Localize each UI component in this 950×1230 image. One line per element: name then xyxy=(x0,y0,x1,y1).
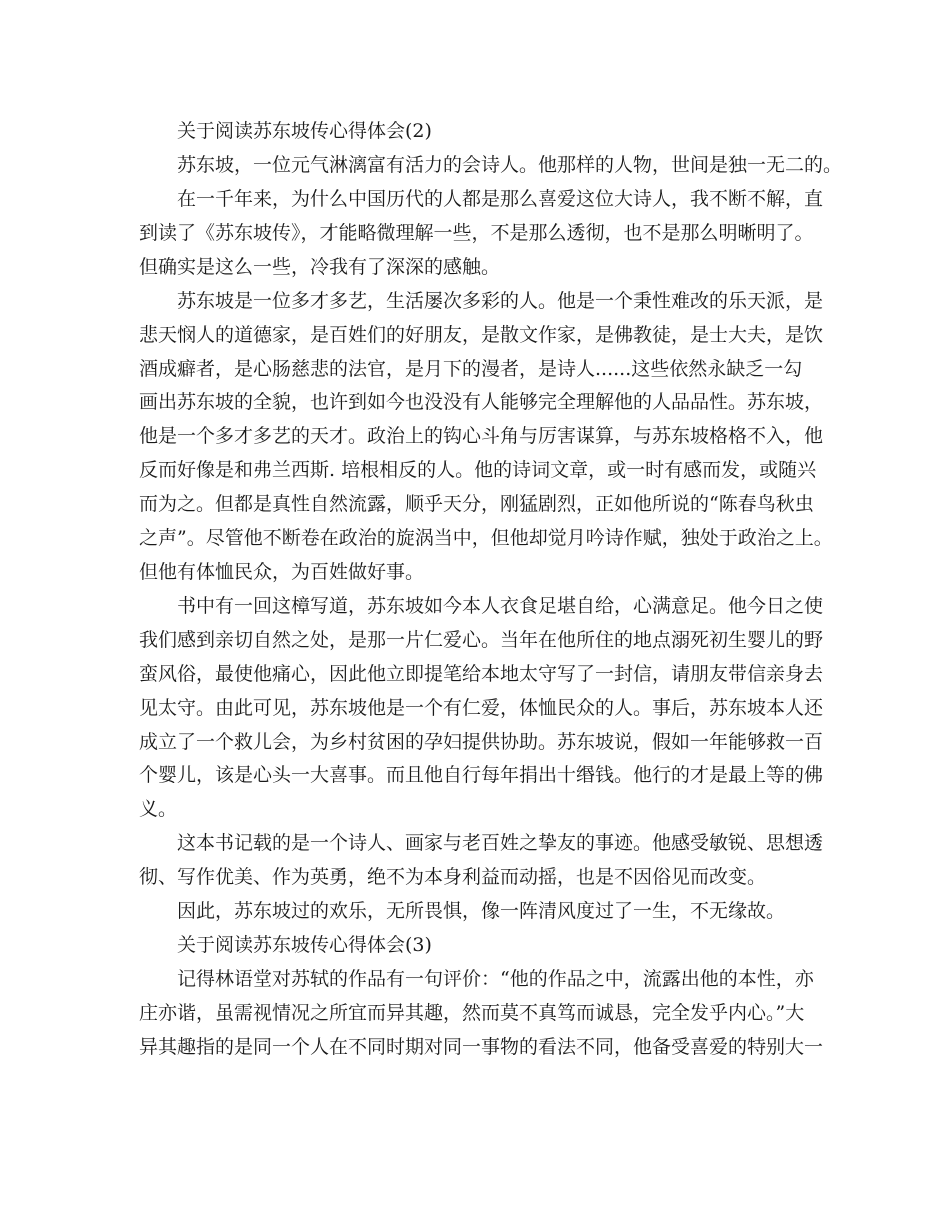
paragraph-line: 这本书记载的是一个诗人、画家与老百姓之挚友的事迹。他感受敏锐、思想透 xyxy=(177,832,824,854)
paragraph-line: 个婴儿，该是心头一大喜事。而且他自行每年捐出十缗钱。他行的才是最上等的佛 xyxy=(139,764,824,786)
paragraph-line: 记得林语堂对苏轼的作品有一句评价：“他的作品之中，流露出他的本性，亦 xyxy=(177,968,814,990)
section-heading-2: 关于阅读苏东坡传心得体会(2) xyxy=(177,120,432,142)
paragraph-line: 苏东坡是一位多才多艺，生活屡次多彩的人。他是一个秉性难改的乐天派，是 xyxy=(177,290,824,312)
paragraph-line: 因此，苏东坡过的欢乐，无所畏惧，像一阵清风度过了一生，不无缘故。 xyxy=(177,900,786,922)
paragraph-line: 但确实是这么一些，冷我有了深深的感触。 xyxy=(139,256,501,278)
paragraph-line: 悲天悯人的道德家，是百姓们的好朋友，是散文作家，是佛教徒，是士大夫，是饮 xyxy=(139,324,824,346)
paragraph-line: 他是一个多才多艺的天才。政治上的钩心斗角与厉害谋算，与苏东坡格格不入，他 xyxy=(139,425,824,447)
paragraph-line: 义。 xyxy=(139,798,178,820)
paragraph-line: 苏东坡，一位元气淋漓富有活力的会诗人。他那样的人物，世间是独一无二的。 xyxy=(177,154,843,176)
paragraph-line: 见太守。由此可见，苏东坡他是一个有仁爱，体恤民众的人。事后，苏东坡本人还 xyxy=(139,697,824,719)
paragraph-line: 庄亦谐，虽需视情况之所宜而异其趣，然而莫不真笃而诚恳，完全发乎内心。”大 xyxy=(139,1002,805,1024)
paragraph-line: 在一千年来，为什么中国历代的人都是那么喜爱这位大诗人，我不断不解，直 xyxy=(177,188,824,210)
paragraph-line: 书中有一回这樟写道，苏东坡如今本人衣食足堪自给，心满意足。他今日之使 xyxy=(177,595,824,617)
paragraph-line: 反而好像是和弗兰西斯. 培根相反的人。他的诗词文章，或一时有感而发，或随兴 xyxy=(139,459,817,481)
paragraph-line: 成立了一个救儿会，为乡村贫困的孕妇提供协助。苏东坡说，假如一年能够救一百 xyxy=(139,731,824,753)
paragraph-line: 酒成癖者，是心肠慈悲的法官，是月下的漫者，是诗人......这些依然永缺乏一勾 xyxy=(139,358,803,380)
paragraph-line: 彻、写作优美、作为英勇，绝不为本身利益而动摇，也是不因俗见而改变。 xyxy=(139,866,767,888)
paragraph-line: 之声”。尽管他不断卷在政治的旋涡当中，但他却觉月吟诗作赋，独处于政治之上。 xyxy=(139,527,833,549)
paragraph-line: 到读了《苏东坡传》，才能略微理解一些，不是那么透彻，也不是那么明晰明了。 xyxy=(139,222,814,244)
paragraph-line: 我们感到亲切自然之处，是那一片仁爱心。当年在他所住的地点溺死初生婴儿的野 xyxy=(139,629,824,651)
paragraph-line: 蛮风俗，最使他痛心，因此他立即提笔给本地太守写了一封信，请朋友带信亲身去 xyxy=(139,663,824,685)
section-heading-3: 关于阅读苏东坡传心得体会(3) xyxy=(177,934,432,956)
paragraph-line: 异其趣指的是同一个人在不同时期对同一事物的看法不同，他备受喜爱的特别大一 xyxy=(139,1036,824,1058)
paragraph-line: 画出苏东坡的全貌，也许到如今也没没有人能够完全理解他的人品品性。苏东坡， xyxy=(139,391,824,413)
paragraph-line: 而为之。但都是真性自然流露，顺乎天分，刚猛剧烈，正如他所说的“陈春鸟秋虫 xyxy=(139,493,814,515)
paragraph-line: 但他有体恤民众，为百姓做好事。 xyxy=(139,561,425,583)
